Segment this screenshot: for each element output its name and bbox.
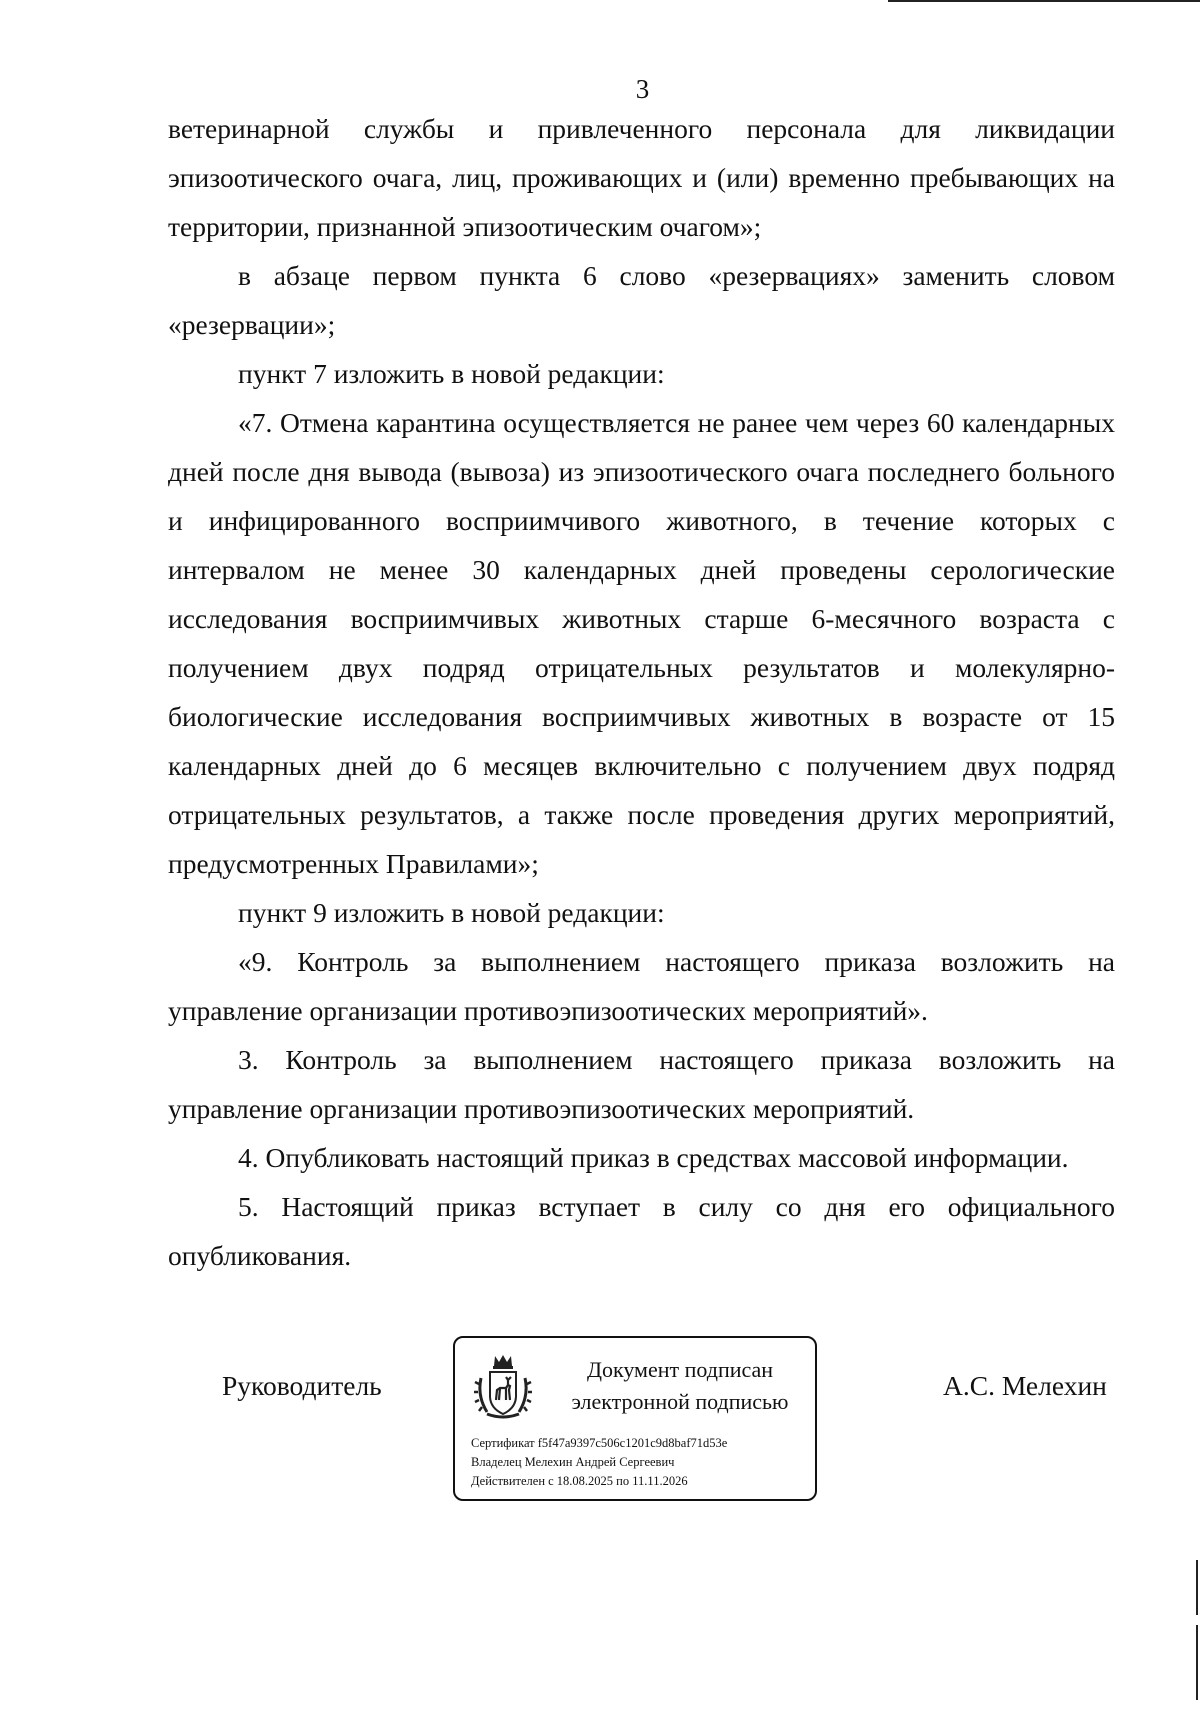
stamp-title-line-2: электронной подписью bbox=[571, 1389, 789, 1414]
top-border-line bbox=[888, 0, 1200, 2]
stamp-details bbox=[471, 1434, 811, 1491]
stamp-validity: Действителен с 18.08.2025 по 11.11.2026 bbox=[471, 1474, 688, 1488]
page-number: 3 bbox=[635, 74, 650, 104]
paragraph-item-7: «7. Отмена карантина осуществляется не ранее чем через 60 календарных дней после дня вывода (вывоза) из эпизоотического очага последнего больного и инфицированного восприимчивого животного, в течение которых с интервалом не менее 30 календарных дней проведены серологические исследования восприимчивых животных старше 6-месячного возраста с получением двух подряд отрицательных результатов и молекулярно-биологические исследования восприимчивых животных в возрасте от 15 календарных дней до 6 месяцев включительно с получением двух подряд отрицательных результатов, а также после проведения других мероприятий, предусмотренных Правилами»; bbox=[168, 407, 1115, 879]
electronic-signature-stamp bbox=[453, 1336, 817, 1501]
stamp-certificate: Сертификат f5f47a9397c506c1201c9d8baf71d53e bbox=[471, 1436, 728, 1450]
stamp-owner: Владелец Мелехин Андрей Сергеевич bbox=[471, 1455, 675, 1469]
signer-name: А.С. Мелехин bbox=[943, 1370, 1107, 1401]
paragraph-point-5: 5. Настоящий приказ вступает в силу со дня его официального опубликования. bbox=[168, 1191, 1115, 1271]
margin-mark bbox=[1196, 1625, 1198, 1700]
paragraph-point-4: 4. Опубликовать настоящий приказ в средствах массовой информации. bbox=[238, 1142, 1069, 1173]
signature-block bbox=[0, 1336, 1200, 1506]
margin-mark bbox=[1196, 1560, 1198, 1615]
stamp-title-line-1: Документ подписан bbox=[586, 1357, 774, 1382]
paragraph-amendment-9-intro: пункт 9 изложить в новой редакции: bbox=[238, 897, 665, 928]
stamp-title bbox=[555, 1354, 805, 1418]
paragraph-item-9: «9. Контроль за выполнением настоящего приказа возложить на управление организации противоэпизоотических мероприятий». bbox=[168, 946, 1115, 1026]
coat-of-arms-icon bbox=[473, 1352, 533, 1422]
paragraph-amendment-6: в абзаце первом пункта 6 слово «резервациях» заменить словом «резервации»; bbox=[168, 260, 1115, 340]
paragraph-amendment-7-intro: пункт 7 изложить в новой редакции: bbox=[238, 358, 665, 389]
paragraph-continuation: ветеринарной службы и привлеченного персонала для ликвидации эпизоотического очага, лиц, проживающих и (или) временно пребывающих на территории, признанной эпизоотическим очагом»; bbox=[168, 113, 1115, 242]
document-body bbox=[168, 104, 1115, 1280]
paragraph-point-3: 3. Контроль за выполнением настоящего приказа возложить на управление организации противоэпизоотических мероприятий. bbox=[168, 1044, 1115, 1124]
position-title: Руководитель bbox=[222, 1370, 382, 1401]
